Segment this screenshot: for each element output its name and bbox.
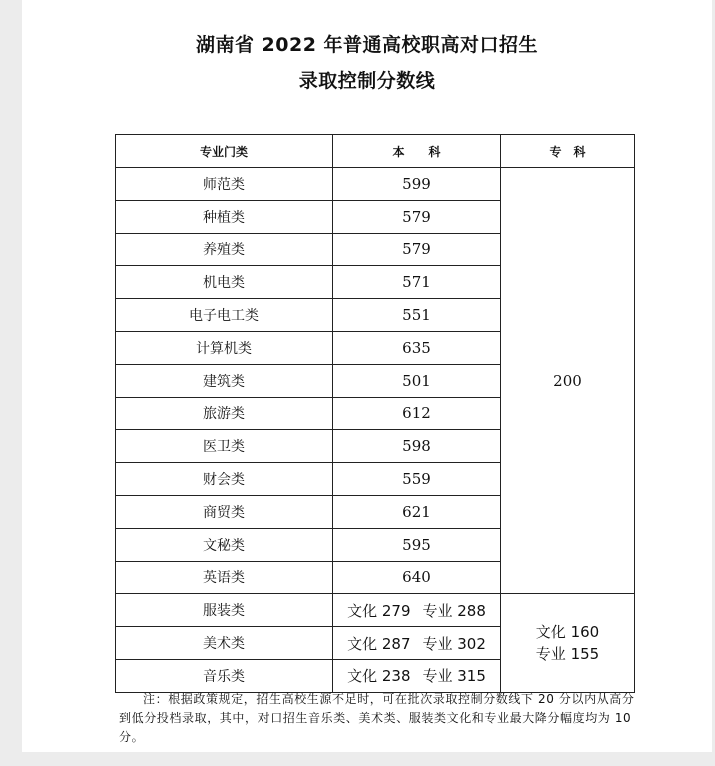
benke-score: 571 — [333, 266, 501, 299]
zhuanke-score-arts — [501, 594, 635, 692]
culture-score: 文化 279 — [347, 601, 411, 620]
major-score: 专业 288 — [422, 601, 486, 620]
benke-score: 621 — [333, 495, 501, 528]
culture-score: 文化 238 — [347, 667, 411, 686]
benke-score: 635 — [333, 331, 501, 364]
zhuanke-score-general: 200 — [501, 168, 635, 594]
category-name: 养殖类 — [116, 233, 333, 266]
header-benke: 本 科 — [333, 135, 501, 168]
footnote: 注：根据政策规定，招生高校生源不足时，可在批次录取控制分数线下 20 分以内从高分到低分投档录取，其中，对口招生音乐类、美术类、服装类文化和专业最大降分幅度均为 10 分。 — [119, 692, 635, 744]
benke-score: 598 — [333, 430, 501, 463]
benke-score: 501 — [333, 364, 501, 397]
benke-score: 559 — [333, 463, 501, 496]
title-line-1: 湖南省 2022 年普通高校职高对口招生 — [195, 34, 539, 56]
document-page — [22, 0, 712, 752]
category-name: 美术类 — [116, 627, 333, 660]
category-name: 种植类 — [116, 200, 333, 233]
benke-score-pair — [333, 594, 501, 627]
category-name: 文秘类 — [116, 528, 333, 561]
major-score: 专业 315 — [422, 667, 486, 686]
benke-score: 579 — [333, 200, 501, 233]
category-name: 电子电工类 — [116, 299, 333, 332]
major-score: 专业 302 — [422, 634, 486, 653]
category-name: 建筑类 — [116, 364, 333, 397]
benke-score: 640 — [333, 561, 501, 594]
category-name: 机电类 — [116, 266, 333, 299]
culture-score: 文化 287 — [347, 634, 411, 653]
benke-score-pair — [333, 627, 501, 660]
benke-score: 599 — [333, 168, 501, 201]
category-name: 财会类 — [116, 463, 333, 496]
zhuanke-major-score: 专业 155 — [535, 645, 600, 664]
table-row — [116, 594, 635, 627]
title-line-2: 录取控制分数线 — [298, 70, 436, 92]
zhuanke-culture-score: 文化 160 — [535, 623, 600, 642]
category-name: 计算机类 — [116, 331, 333, 364]
header-row — [116, 135, 635, 168]
category-name: 医卫类 — [116, 430, 333, 463]
category-name: 英语类 — [116, 561, 333, 594]
benke-score: 551 — [333, 299, 501, 332]
benke-score: 579 — [333, 233, 501, 266]
category-name: 商贸类 — [116, 495, 333, 528]
benke-score: 612 — [333, 397, 501, 430]
benke-score-pair — [333, 659, 501, 692]
score-table — [115, 134, 635, 693]
category-name: 音乐类 — [116, 659, 333, 692]
category-name: 服装类 — [116, 594, 333, 627]
table-row — [116, 168, 635, 201]
category-name: 旅游类 — [116, 397, 333, 430]
header-category: 专业门类 — [116, 135, 333, 168]
category-name: 师范类 — [116, 168, 333, 201]
benke-score: 595 — [333, 528, 501, 561]
header-zhuanke: 专 科 — [501, 135, 635, 168]
